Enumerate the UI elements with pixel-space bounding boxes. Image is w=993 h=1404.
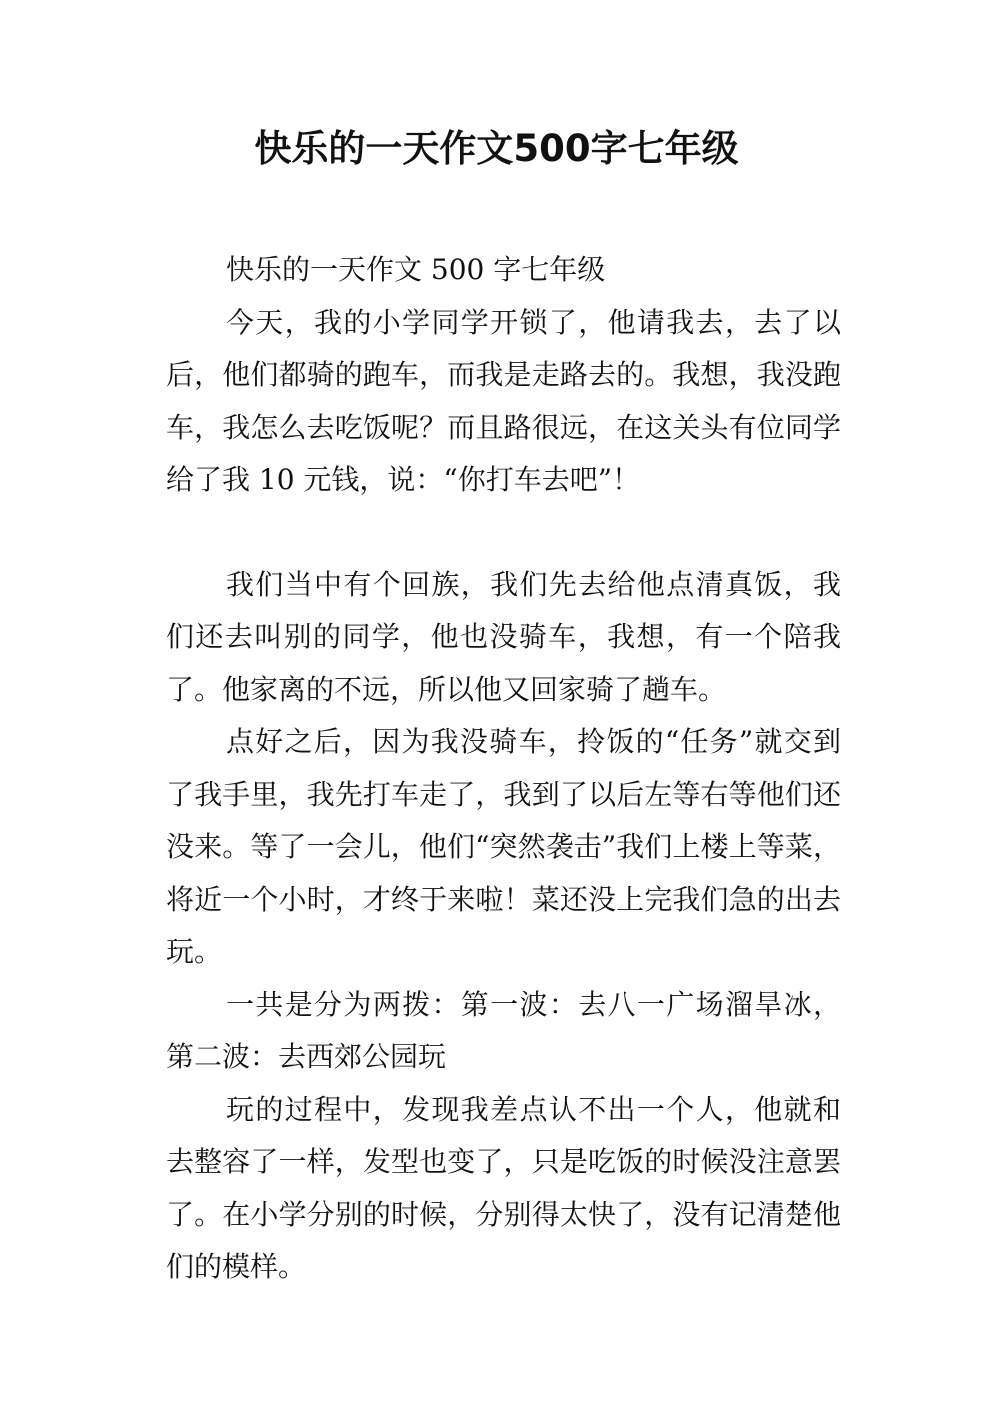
- paragraph-2: 我们当中有个回族，我们先去给他点清真饭，我们还去叫别的同学，他也没骑车，我想，有一个陪我了。他家离的不远，所以他又回家骑了趟车。: [166, 567, 841, 706]
- document-title: 快乐的一天作文500字七年级: [254, 127, 739, 170]
- paragraph-3: 点好之后，因为我没骑车，拎饭的“任务”就交到了我手里，我先打车走了，我到了以后左等右等他们还没来。等了一会儿，他们“突然袭击”我们上楼上等菜，将近一个小时，才终于来啦！菜还没上完我们急的出去玩。: [166, 725, 841, 968]
- paragraph-subtitle: 快乐的一天作文 500 字七年级: [226, 253, 606, 286]
- paragraph-4: 一共是分为两拨：第一波：去八一广场溜旱冰，第二波：去西郊公园玩: [166, 987, 841, 1073]
- paragraph-1: 今天，我的小学同学开锁了，他请我去，去了以后，他们都骑的跑车，而我是走路去的。我想，我没跑车，我怎么去吃饭呢？而且路很远，在这关头有位同学给了我 10 元钱，说：“你打车去吧”！: [166, 305, 841, 496]
- document-body: [166, 244, 841, 1294]
- paragraph-5: 玩的过程中，发现我差点认不出一个人，他就和去整容了一样，发型也变了，只是吃饭的时候没注意罢了。在小学分别的时候，分别得太快了，没有记清楚他们的模样。: [166, 1092, 841, 1283]
